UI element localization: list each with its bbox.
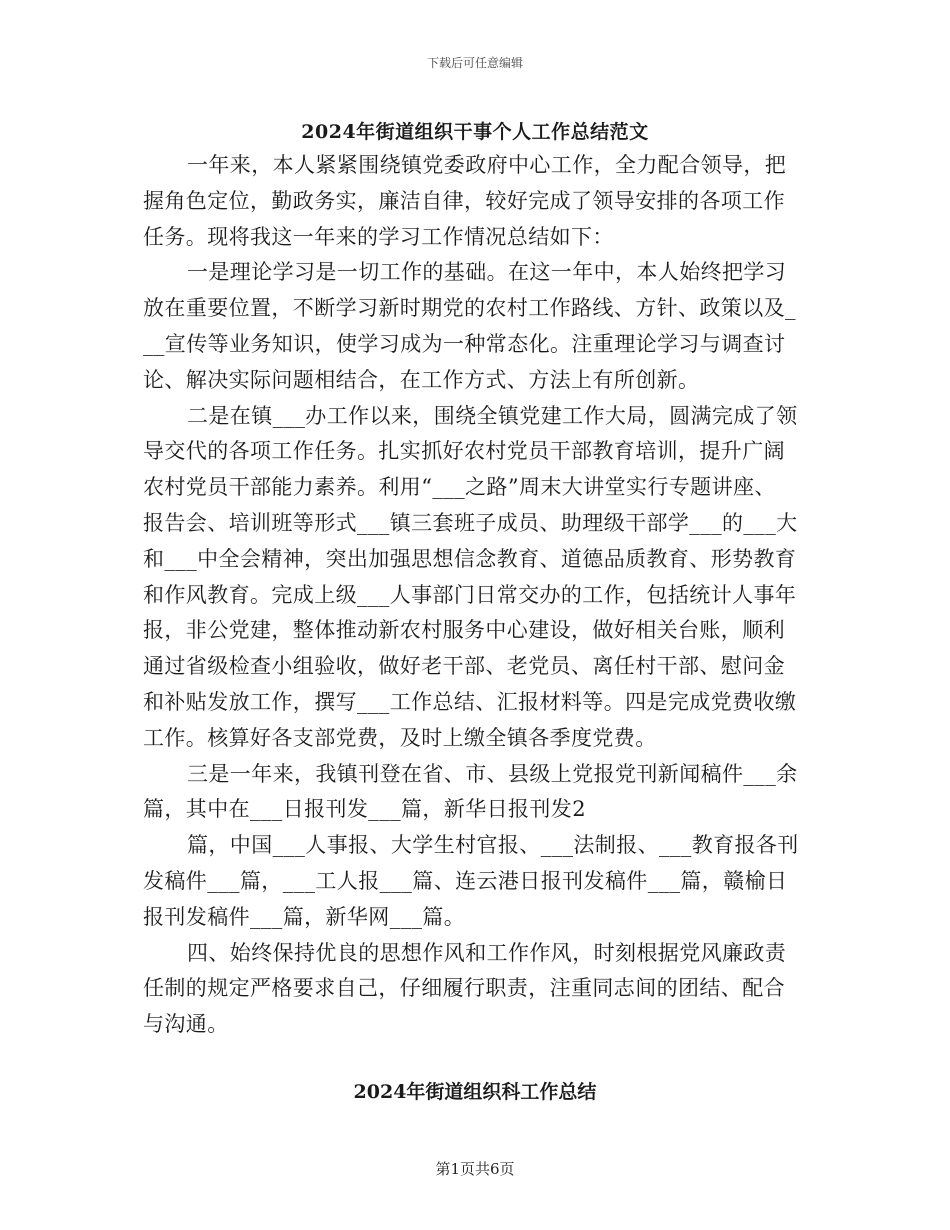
body-text xyxy=(143,148,809,1043)
text-line: 和___中全会精神，突出加强思想信念教育、道德品质教育、形势教育 xyxy=(143,546,797,571)
text-line: 握角色定位，勤政务实，廉洁自律，较好完成了领导安排的各项工作 xyxy=(143,188,785,213)
text-line: 一是理论学习是一切工作的基础。在这一年中，本人始终把学习 xyxy=(187,260,787,285)
text-line: __宣传等业务知识，使学习成为一种常态化。注重理论学习与调查讨 xyxy=(143,331,786,356)
section-title: 2024年街道组织科工作总结 xyxy=(353,1081,597,1103)
text-line: 四、始终保持优良的思想作风和工作作风，时刻根据党风廉政责 xyxy=(187,940,787,965)
text-line: 工作。核算好各支部党费，及时上缴全镇各季度党费。 xyxy=(143,725,657,750)
text-line: 与沟通。 xyxy=(143,1012,229,1037)
document-title: 2024年街道组织干事个人工作总结范文 xyxy=(301,121,649,143)
text-line: 和作风教育。完成上级___人事部门日常交办的工作，包括统计人事年 xyxy=(143,582,797,607)
text-line: 和补贴发放工作，撰写___工作总结、汇报材料等。四是完成党费收缴 xyxy=(143,689,797,714)
text-line: 三是一年来，我镇刊登在省、市、县级上党报党刊新闻稿件___余 xyxy=(187,761,798,786)
text-line: 导交代的各项工作任务。扎实抓好农村党员干部教育培训，提升广阔 xyxy=(143,439,785,464)
text-line: 发稿件___篇，___工人报___篇、连云港日报刊发稿件___篇，赣榆日 xyxy=(143,868,788,893)
page-footer: 第1页共6页 xyxy=(435,1160,515,1178)
text-line: 农村党员干部能力素养。利用“___之路”周末大讲堂实行专题讲座、 xyxy=(143,475,776,500)
text-line: 报告会、培训班等形式___镇三套班子成员、助理级干部学___的___大 xyxy=(143,510,798,535)
text-line: 篇，中国___人事报、大学生村官报、___法制报、___教育报各刊 xyxy=(187,833,799,858)
text-line: 报，非公党建，整体推动新农村服务中心建设，做好相关台账，顺利 xyxy=(143,618,785,643)
text-line: 放在重要位置，不断学习新时期党的农村工作路线、方针、政策以及_ xyxy=(143,296,796,321)
header-note: 下载后可任意编辑 xyxy=(426,56,523,70)
text-line: 任务。现将我这一年来的学习工作情况总结如下： xyxy=(143,224,614,249)
text-line: 一年来，本人紧紧围绕镇党委政府中心工作，全力配合领导，把 xyxy=(187,153,787,177)
text-line: 任制的规定严格要求自己，仔细履行职责，注重同志间的团结、配合 xyxy=(143,976,785,1001)
text-line: 通过省级检查小组验收，做好老干部、老党员、离任村干部、慰问金 xyxy=(143,654,785,679)
text-line: 论、解决实际问题相结合，在工作方式、方法上有所创新。 xyxy=(143,367,700,392)
text-line: 二是在镇___办工作以来，围绕全镇党建工作大局，圆满完成了领 xyxy=(187,403,798,428)
text-line: 报刊发稿件___篇，新华网___篇。 xyxy=(143,904,466,929)
text-line: 篇，其中在___日报刊发___篇，新华日报刊发2 xyxy=(143,797,586,822)
